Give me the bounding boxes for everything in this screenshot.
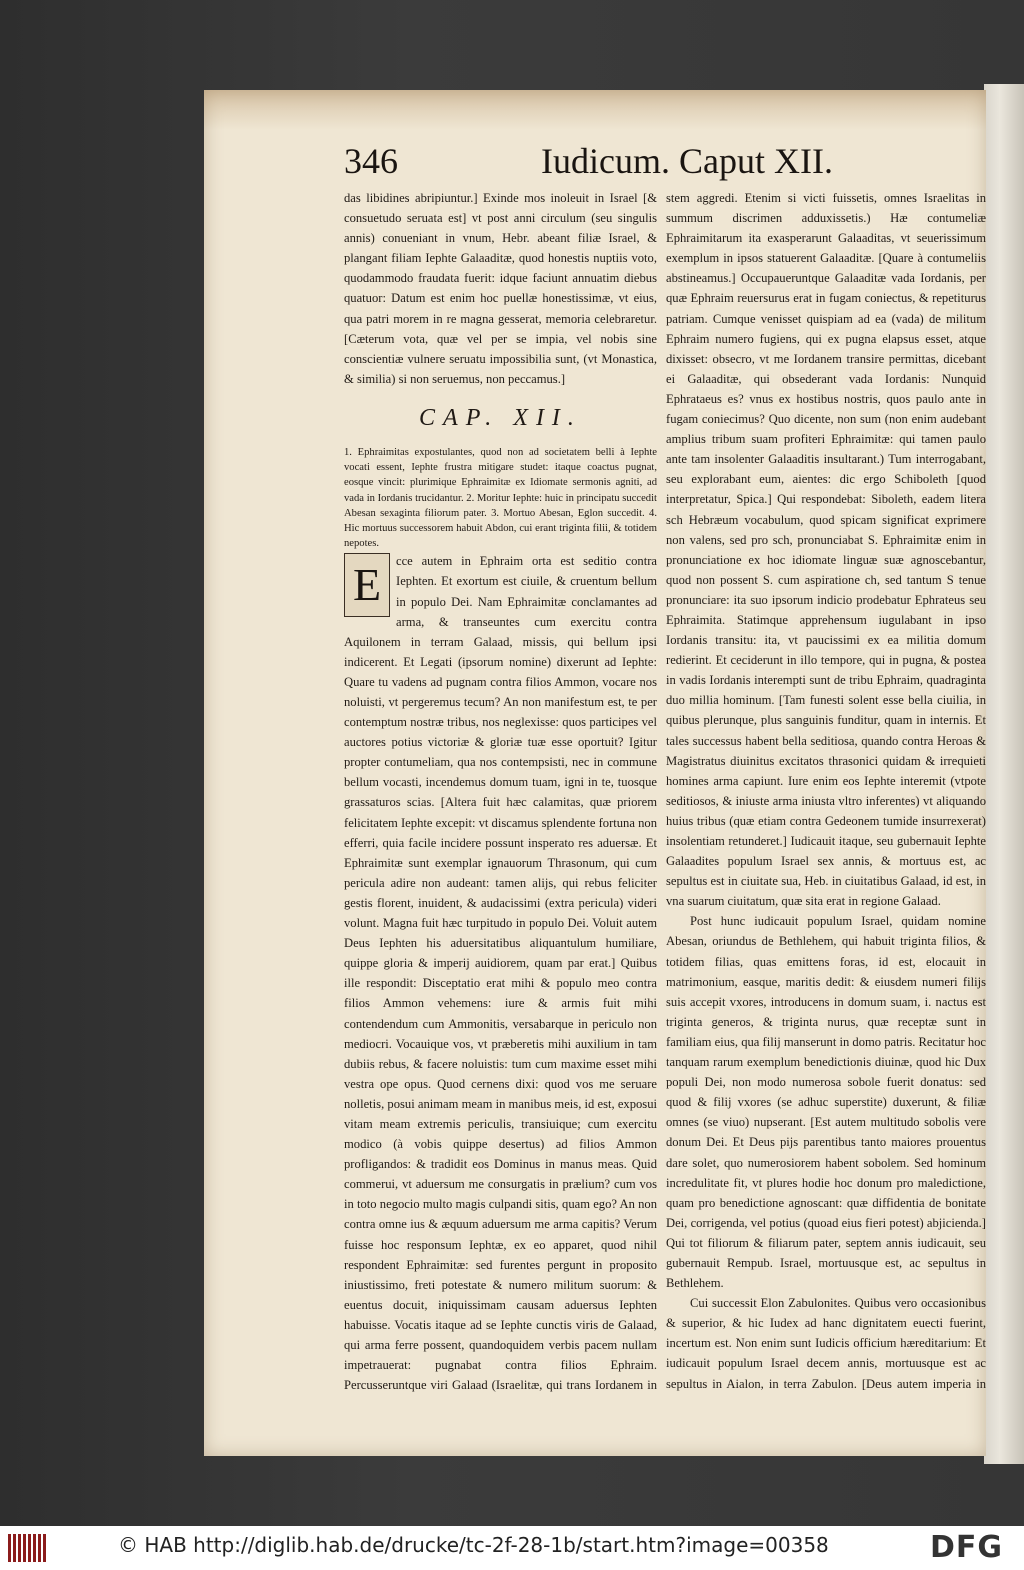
- source-url[interactable]: © HAB http://diglib.hab.de/drucke/tc-2f-28-1b/start.htm?image=00358: [118, 1533, 829, 1557]
- chapter-summary: 1. Ephraimitas expostulantes, quod non ad societatem belli à Iephte vocati essent, Iephte frustra mitigare studet: itaque coactus pugnat, eosque vincit: plurimique Ephraimitæ ex Idiomate sermonis agniti, ad vada in Iordanis trucidantur. 2. Moritur Iephte: huic in principatu succedit Abesan sexaginta filiorum pater. 3. Mortuo Abesan, Eglon succedit. 4. Hic mortuus successorem habuit Abdon, cui erant triginta filii, & totidem nepotes.: [344, 446, 657, 550]
- page-header: [344, 140, 974, 186]
- right-body-2: Post hunc iudicauit populum Israel, quidam nomine Abesan, oriundus de Bethlehem, qui habuit triginta filios, & totidem filias, quas emittens foras, id est, elocauit in matrimonium, easque, maritis dedit: & eiusdem numeri filijs suis accepit vxores, introducens in domum suam, i. nactus est triginta generos, & triginta nurus, quæ receptæ sunt in familiam eius, qua filij manserunt in domo patris. Recitatur hoc tanquam rarum exemplum benedictionis diuinæ, quod hic Dux populi Dei, non modo numerosa sobole fuerit donatus: sed quod & filij vxores (se adhuc superstite) duxerunt, & filiæ omnes (se viuo) nupserant. [Est autem multitudo sobolis vere donum Dei. Et Deus pijs parentibus tanto maiores prouentus dare solet, quo numerosiorem habent sobolem. Sed hominum incredulitate fit, vt plures hodie hoc donum pro maledictione, quam pro benedictione agnoscant: quæ diffidentia de bonitate Dei, corrigenda, vel potius (quoad eius fieri potest) abjicienda.] Qui tot filiorum & filiarum pater, septem annis iudicauit, seu gubernauit Rempub. Israel, mortuusque est, ac sepultus in Bethlehem.: [666, 914, 986, 1291]
- right-body-1: stem aggredi. Etenim si victi fuissetis, omnes Israelitas in summum discrimen adduxissetis.) Hæ contumeliæ Ephraimitarum ita exasperarunt Galaaditas, vt seuerissimum exemplum in ipsos statuerent Galaaditæ. [Quare à contumeliis abstineamus.] Occupaueruntque Galaaditæ vada Iordanis, per quæ Ephraim reuersurus erat in fugam coniectus, & repetiturus patriam. Cumque venisset quispiam ad ea (vada) de militum Ephraim numero fugiens, qui ex pugna elapsus esset, atque dixisset: obsecro, vt me Iordanem transire permittas, dicebant ei Galaaditæ, qui obsederant vada Iordanis: Nunquid Ephrataeus es? vnus ex hostibus nostris, quos paulo ante in fugam coniecimus? Quo dicente, non sum (non enim audebant amplius tribum suam profiteri Ephraimitæ: qui tamen paulo ante tam insolenter Galaaditis insultarant.) Tum interrogabant, seu explorabant eum, aientes: dic ergo Schiboleth [quod interpretatur, Spica.] Qui respondebat: Siboleth, eadem litera sch Hebræum vocabulum, quod spicam significat exprimere non valens, sed pro sch, pronunciabat S. Ephraimitæ enim in pronunciatione ex hoc idiomate linguæ suæ agnoscebantur, quod non possent S. cum aspiratione ch, sed tantum S tenue pronunciare: ita suo ipsorum indicio prodebatur Ephrateus seu Ephraimita. Statimque apprehensum iugulabant in ipso Iordanis transitu: ita, vt paucissimi ex ea militia domum redierint. Et ceciderunt in illo tempore, qui in pugna, & postea in vadis Iordanis interempti sunt de tribu Ephraim, quadraginta duo millia hominum. [Tam funesti solent esse bella ciuilia, in quibus plerunque, plus sanguinis funditur, quam in internis. Et tales successus habent bella seditiosa, quando contra Heroas & Magistratus diuinitus excitatos thrasonici quidam & irrequieti homines arma capiunt. Iure enim eos Iephte interemit (vtpote seditiosos, & iniuste arma iniusta vltro inferentes) vt aliquando huius tribus (quæ etiam contra Gedeonem tumide insurrexerat) insolentiam retunderet.] Iudicauit itaque, seu gubernauit Iephte Galaadites populum Israel sex annis, & mortuus est, ac sepultus est in ciuitate sua, Heb. in ciuitatibus Galaad, id est, in vna suarum ciuitatum, quæ sita erat in regione Galaad.: [666, 191, 986, 909]
- left-body: [344, 551, 657, 1398]
- chapter-title: CAP. XII.: [419, 404, 582, 431]
- dfg-logo: DFG: [930, 1530, 1004, 1565]
- left-intro-text: das libidines abripiuntur.] Exinde mos inoleuit in Israel [& consuetudo seruata est] vt post anni circulum (seu singulis annis) conueniant in vnum, Hebr. abeant filiæ Israel, & plangant filiam Iephte Galaaditæ, quod honestis nuptiis voto, quodammodo fraudata fuerit: idque faciunt annuatim diebus quatuor: Datum est enim hoc puellæ honestissimæ, vt eius, qua patri morem in re magna gesserat, memoria celebraretur. [Cæterum vota, quæ vel per se impia, vel nobis sine conscientiæ vulnere seruatu impossibilia sunt, (vt Monastica, & similia) si non seruemus, non peccamus.]: [344, 191, 657, 386]
- next-page-edge: [984, 84, 1024, 1464]
- scanned-page: [204, 90, 986, 1456]
- right-column: [666, 188, 986, 1398]
- left-body-text: cce autem in Ephraim orta est seditio contra Iephten. Et exortum est ciuile, & cruentum bellum in populo Dei. Nam Ephraimitæ conclamantes ad arma, & transeuntes cum exercitu contra Aquilonem in terram Galaad, missis, qui bellum ipsi indicerent. Et Legati (ipsorum nomine) dixerunt ad Iephte: Quare tu vadens ad pugnam contra filios Ammon, vocare nos noluisti, vt pergeremus tecum? An non manifestum est, te per contemptum nostræ tribus, nos neglexisse: quos participes vel auctores potius victoriæ & gloriæ tuæ esse oportuit? Igitur propter contumeliam, qua nos contempsisti, nec in commune bellum vocasti, incendemus domum tuam, igni in te, tuosque grassaturos scias. [Altera fuit hæc calamitas, quæ priorem felicitatem Iephte excepit: vt discamus splendente fortuna non efferri, quia facile incidere possunt insperato res aduersæ. Et Ephraimitæ sunt exemplar ignauorum Thrasonum, qui cum pericula adire non audeant: tamen alijs, qui rebus feliciter gestis florent, inuident, & audacissimi (extra pericula) videri volunt. Magna fuit hæc turpitudo in populo Dei. Voluit autem Deus Iephten his aduersitatibus aliquantulum humiliare, quippe gloria & imperij auidiorem, quam par erat.] Quibus ille respondit: Disceptatio erat mihi & populo meo contra filios Ammon vehemens: iure & armis fuit mihi contendendum cum Ammonitis, versabarque in periculo non mediocri. Vocauique vos, vt præberetis mihi auxilium in tam dubiis rebus, & facere noluistis: tum cum maxime esset mihi vestra ope opus. Quod cernens dixi: quod vos me seruare nolletis, posui animam meam in manibus meis, id est, exposui vitam meam extremis periculis, transiuique; cum exercitu modico (à vobis quippe desertus) ad filios Ammon profligandos: & tradidit eos Dominus in manus meas. Quid commerui, vt aduersum me consurgatis in prælium? cum vos in toto negocio multo magis culpandi sitis, quam ego? An non contra omne ius & æquum aduersum me arma capitis? Verum fuisse hoc responsum Iephtæ, ex eo apparet, quod nihil respondent Ephraimitæ: sed furentes pergunt in proposito iniustissimo, freti potestate & numero militum suorum: & euentus docuit, iniquissimam causam aduersus Iephten habuisse. Vocatis itaque ad se Iephte cunctis viris de Galaad, qui arma ferre possent, quandoquidem verbis pacem nullam impetrauerat: pugnabat contra filios Ephraim. Percusseruntque viri Galaad (Israelitæ, qui trans Iordanem in: [344, 554, 657, 1393]
- page-number: 346: [344, 141, 398, 181]
- footer-bar: [0, 1526, 1024, 1570]
- dropcap-letter: E: [344, 553, 390, 617]
- running-head: Iudicum. Caput XII.: [541, 141, 833, 181]
- hab-logo-icon: [8, 1534, 48, 1562]
- right-body-3: Cui successit Elon Zabulonites. Quibus vero occasionibus & superior, & hic Iudex ad hanc dignitatem euecti fuerint, incertum est. Non enim sunt Iudicis officium hæreditarium: Et iudicauit populum Israel decem annis, mortuusque est ac sepultus in Aialon, in terra Zabulon. [Deus autem imperia in: [666, 1296, 986, 1391]
- left-column: [344, 188, 657, 1398]
